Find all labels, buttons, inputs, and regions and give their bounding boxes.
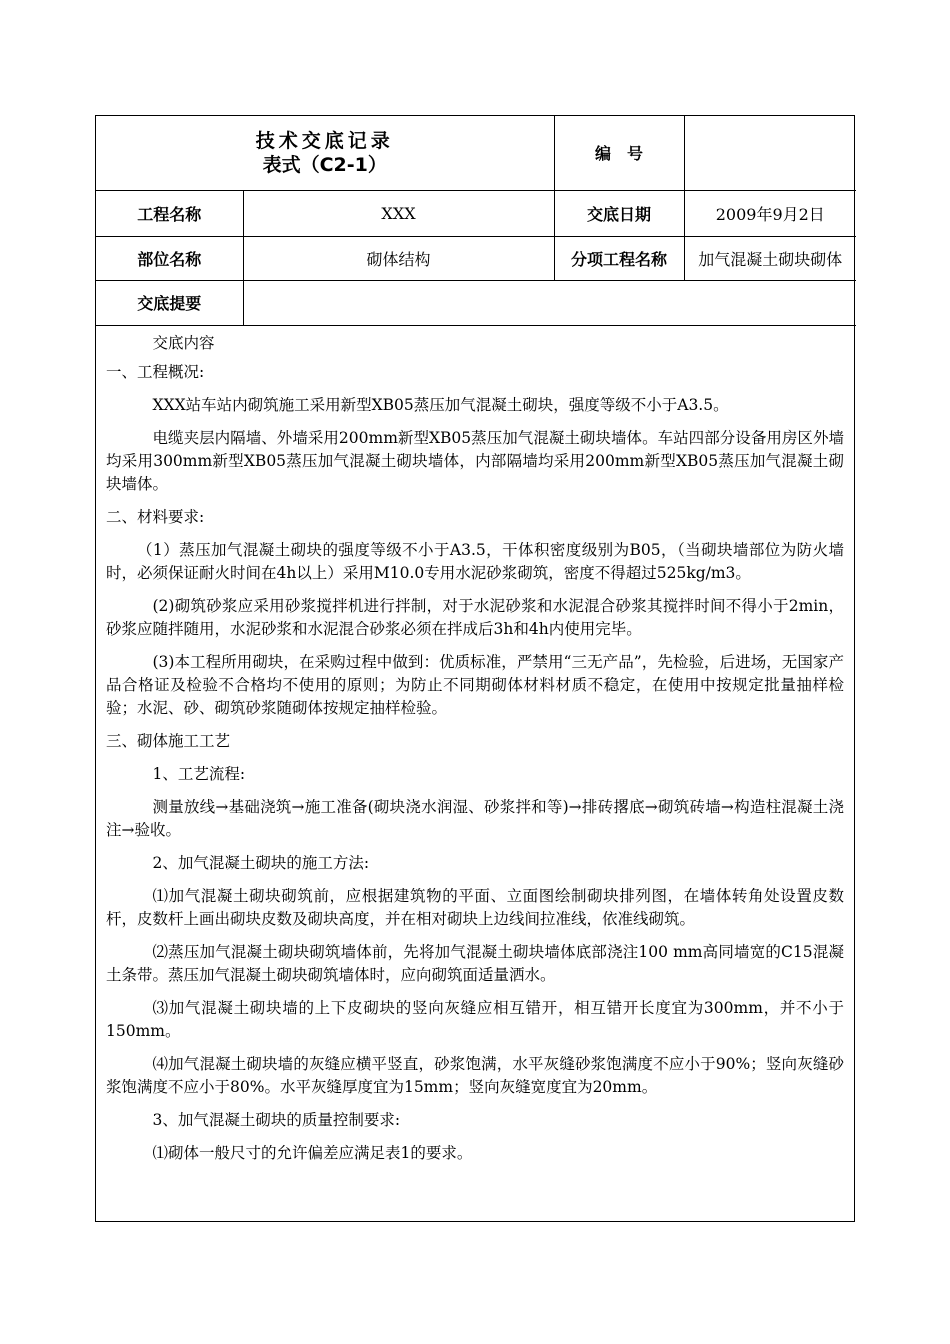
paragraph: XXX站车站内砌筑施工采用新型XB05蒸压加气混凝土砌块，强度等级不小于A3.5。 [152,395,729,414]
header-table [96,116,856,326]
subsection-title: 2、加气混凝土砌块的施工方法: [152,853,370,872]
paragraph: ⑴砌体一般尺寸的允许偏差应满足表1的要求。 [152,1143,473,1162]
part-name-value: 砌体结构 [243,236,554,280]
paragraph: ⑷加气混凝土砌块墙的灰缝应横平竖直，砂浆饱满，水平灰缝砂浆饱满度不应小于90%；竖向灰缝砂浆饱满度不应小于80%。水平灰缝厚度宜为15mm；竖向灰缝宽度宜为20mm。 [106,1054,844,1096]
paragraph: (3)本工程所用砌块，在采购过程中做到：优质标准，严禁用“三无产品”，先检验，后进场，无国家产品合格证及检验不合格均不使用的原则；为防止不同期砌体材料材质不稳定，在使用中按规定批量抽样检验；水泥、砂、砌筑砂浆随砌体按规定抽样检验。 [106,652,844,717]
section-title: 三、砌体施工工艺 [106,731,231,750]
paragraph: 电缆夹层内隔墙、外墙采用200mm新型XB05蒸压加气混凝土砌块墙体。车站四部分设备用房区外墙均采用300mm新型XB05蒸压加气混凝土砌块墙体，内部隔墙均采用200mm新型XB05蒸压加气混凝土砌块墙体。 [106,428,844,493]
project-name-label: 工程名称 [96,190,243,236]
part-name-label: 部位名称 [96,236,243,280]
summary-value [243,280,856,325]
paragraph: ⑵蒸压加气混凝土砌块砌筑墙体前，先将加气混凝土砌块墙体底部浇注100 mm高同墙宽的C15混凝土条带。蒸压加气混凝土砌块砌筑墙体时，应向砌筑面适量洒水。 [106,942,844,984]
project-name-value: XXX [243,190,554,236]
paragraph: ⑶加气混凝土砌块墙的上下皮砌块的竖向灰缝应相互错开，相互错开长度宜为300mm，并不小于150mm。 [106,998,844,1040]
form-title: 技术交底记录 [255,129,394,152]
subproject-label: 分项工程名称 [554,236,684,280]
subproject-value: 加气混凝土砌块砌体 [684,236,856,280]
subsection-title: 3、加气混凝土砌块的质量控制要求: [152,1110,401,1129]
paragraph: ⑴加气混凝土砌块砌筑前，应根据建筑物的平面、立面图绘制砌块排列图，在墙体转角处设置皮数杆，皮数杆上画出砌块皮数及砌块高度，并在相对砌块上边线间拉准线，依准线砌筑。 [106,886,844,928]
summary-label: 交底提要 [96,280,243,325]
date-value: 2009年9月2日 [684,190,856,236]
form-title-cell [96,116,554,190]
subsection-title: 1、工艺流程: [152,764,246,783]
content-intro: 交底内容 [152,333,215,352]
section-title: 一、工程概况: [106,362,205,381]
paragraph: （1）蒸压加气混凝土砌块的强度等级不小于A3.5，干体积密度级别为B05，（当砌块墙部位为防火墙时，必须保证耐火时间在4h以上）采用M10.0专用水泥砂浆砌筑，密度不得超过525kg/m3。 [106,540,844,582]
technical-disclosure-form [95,115,855,1222]
form-code: 表式（C2-1） [262,153,387,176]
date-label: 交底日期 [554,190,684,236]
paragraph: 测量放线→基础浇筑→施工准备(砌块浇水润湿、砂浆拌和等)→排砖撂底→砌筑砖墙→构造柱混凝土浇注→验收。 [106,797,844,839]
section-title: 二、材料要求: [106,507,205,526]
number-value [684,116,856,190]
disclosure-content [96,326,854,1165]
number-label: 编 号 [554,116,684,190]
paragraph: (2)砌筑砂浆应采用砂浆搅拌机进行拌制，对于水泥砂浆和水泥混合砂浆其搅拌时间不得小于2min，砂浆应随拌随用，水泥砂浆和水泥混合砂浆必须在拌成后3h和4h内使用完毕。 [106,596,844,638]
